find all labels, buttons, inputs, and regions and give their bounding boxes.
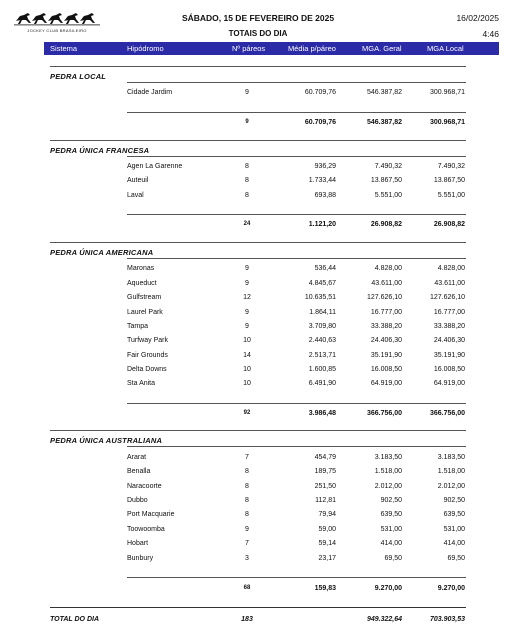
mga-geral-value: 43.611,00: [371, 280, 402, 287]
section-subrule: [127, 258, 466, 259]
npareos-value: 8: [245, 177, 249, 184]
mga-local-value: 3.183,50: [437, 454, 465, 461]
media-value: 1.600,85: [308, 366, 336, 373]
npareos-value: 8: [245, 483, 249, 490]
media-value: 536,44: [314, 265, 336, 272]
subtotal-mga-geral: 546.387,82: [366, 119, 402, 126]
mga-geral-value: 5.551,00: [374, 192, 402, 199]
mga-geral-value: 414,00: [380, 540, 402, 547]
report-date: 16/02/2025: [456, 13, 499, 23]
mga-local-value: 127.626,10: [429, 294, 465, 301]
mga-local-value: 13.867,50: [433, 177, 465, 184]
npareos-value: 9: [245, 526, 249, 533]
mga-local-value: 639,50: [443, 511, 465, 518]
subtotal-mga-local: 9.270,00: [437, 585, 465, 592]
mga-local-value: 64.919,00: [433, 380, 465, 387]
mga-local-value: 43.611,00: [434, 280, 465, 287]
subtotal-media: 3.986,48: [308, 410, 336, 417]
mga-local-value: 33.388,20: [433, 323, 465, 330]
mga-local-value: 4.828,00: [437, 265, 465, 272]
hipodromo-name: Cidade Jardim: [127, 89, 173, 96]
npareos-value: 10: [243, 366, 251, 373]
hipodromo-name: Turfway Park: [127, 337, 168, 344]
grand-total-npareos: 183: [241, 616, 253, 623]
npareos-value: 9: [245, 280, 249, 287]
subtotal-media: 159,83: [314, 585, 336, 592]
media-value: 59,00: [318, 526, 336, 533]
subtotal-mga-local: 366.756,00: [429, 410, 465, 417]
mga-geral-value: 4.828,00: [374, 265, 402, 272]
section-subrule: [127, 156, 466, 157]
subtotal-mga-geral: 26.908,82: [370, 221, 402, 228]
npareos-value: 8: [245, 163, 249, 170]
mga-local-value: 1.518,00: [437, 468, 465, 475]
section-title: PEDRA LOCAL: [50, 72, 107, 81]
mga-geral-value: 16.008,50: [370, 366, 402, 373]
media-value: 59,14: [318, 540, 336, 547]
mga-geral-value: 127.626,10: [366, 294, 402, 301]
subtotal-rule: [127, 112, 466, 113]
npareos-value: 8: [245, 468, 249, 475]
mga-local-value: 69,50: [447, 555, 465, 562]
media-value: 1.864,11: [309, 309, 336, 316]
mga-local-value: 902,50: [443, 497, 465, 504]
subtotal-mga-local: 26.908,82: [433, 221, 465, 228]
media-value: 3.709,80: [308, 323, 336, 330]
npareos-value: 3: [245, 555, 249, 562]
mga-geral-value: 64.919,00: [370, 380, 402, 387]
media-value: 6.491,90: [308, 380, 336, 387]
subtotal-npareos: 92: [243, 410, 251, 416]
media-value: 2.513,71: [308, 352, 336, 359]
section-rule: [50, 430, 466, 431]
subtotal-npareos: 68: [243, 585, 251, 591]
npareos-value: 14: [243, 352, 251, 359]
media-value: 23,17: [318, 555, 336, 562]
hipodromo-name: Fair Grounds: [127, 352, 168, 359]
hipodromo-name: Auteuil: [127, 177, 149, 184]
col-mga-local: MGA Local: [427, 44, 464, 53]
subtotal-rule: [127, 214, 466, 215]
npareos-value: 9: [245, 265, 249, 272]
media-value: 454,79: [314, 454, 336, 461]
section-title: PEDRA ÚNICA AUSTRALIANA: [50, 436, 163, 445]
hipodromo-name: Tampa: [127, 323, 149, 330]
media-value: 112,81: [315, 497, 336, 504]
mga-geral-value: 7.490,32: [374, 163, 402, 170]
mga-geral-value: 13.867,50: [370, 177, 402, 184]
mga-geral-value: 2.012,00: [374, 483, 402, 490]
hipodromo-name: Laurel Park: [127, 309, 163, 316]
mga-local-value: 16.777,00: [433, 309, 465, 316]
section-rule: [50, 66, 466, 67]
npareos-value: 10: [243, 380, 251, 387]
hipodromo-name: Bunbury: [127, 555, 154, 562]
mga-local-value: 7.490,32: [437, 163, 465, 170]
subtotal-npareos: 9: [245, 119, 249, 125]
col-media: Média p/páreo: [288, 44, 336, 53]
npareos-value: 9: [245, 89, 249, 96]
col-hipodromo: Hipódromo: [127, 44, 164, 53]
npareos-value: 7: [245, 540, 249, 547]
section-rule: [50, 140, 466, 141]
col-npareos: Nº páreos: [232, 44, 266, 53]
grand-total-mga-geral: 949.322,64: [366, 616, 402, 623]
mga-local-value: 531,00: [443, 526, 465, 533]
section-subrule: [127, 82, 466, 83]
npareos-value: 7: [245, 454, 249, 461]
col-mga-geral: MGA. Geral: [362, 44, 402, 53]
mga-geral-value: 35.191,90: [370, 352, 402, 359]
npareos-value: 9: [245, 309, 249, 316]
npareos-value: 8: [245, 511, 249, 518]
npareos-value: 9: [245, 323, 249, 330]
section-title: PEDRA ÚNICA FRANCESA: [50, 146, 150, 155]
section-rule: [50, 242, 466, 243]
hipodromo-name: Maronas: [127, 265, 155, 272]
section-subrule: [127, 446, 466, 447]
mga-geral-value: 1.518,00: [374, 468, 402, 475]
subtotal-rule: [127, 577, 466, 578]
subtotal-mga-local: 300.968,71: [429, 119, 465, 126]
hipodromo-name: Delta Downs: [127, 366, 167, 373]
mga-local-value: 24.406,30: [433, 337, 465, 344]
grand-total-mga-local: 703.903,53: [429, 616, 465, 623]
grand-total-rule: [50, 607, 466, 608]
media-value: 189,75: [314, 468, 336, 475]
media-value: 4.845,67: [308, 280, 336, 287]
mga-local-value: 300.968,71: [429, 89, 465, 96]
mga-local-value: 35.191,90: [433, 352, 465, 359]
mga-geral-value: 16.777,00: [370, 309, 402, 316]
report-subtitle: TOTAIS DO DIA: [228, 29, 288, 38]
media-value: 79,94: [318, 511, 336, 518]
subtotal-npareos: 24: [243, 221, 251, 227]
hipodromo-name: Laval: [127, 192, 144, 199]
report-time: 4:46: [482, 29, 499, 39]
hipodromo-name: Naracoorte: [127, 483, 162, 490]
npareos-value: 8: [245, 497, 249, 504]
hipodromo-name: Gulfstream: [127, 294, 162, 301]
mga-local-value: 2.012,00: [437, 483, 465, 490]
grand-total-label: TOTAL DO DIA: [50, 616, 99, 623]
mga-local-value: 5.551,00: [437, 192, 465, 199]
section-title: PEDRA ÚNICA AMERICANA: [50, 248, 154, 257]
media-value: 693,88: [314, 192, 336, 199]
logo-caption: JOCKEY CLUB BRASILEIRO: [27, 28, 87, 33]
hipodromo-name: Agen La Garenne: [127, 163, 183, 170]
npareos-value: 12: [243, 294, 251, 301]
mga-geral-value: 33.388,20: [370, 323, 402, 330]
mga-geral-value: 3.183,50: [374, 454, 402, 461]
mga-geral-value: 639,50: [380, 511, 402, 518]
media-value: 1.733,44: [308, 177, 336, 184]
col-sistema: Sistema: [50, 44, 78, 53]
subtotal-mga-geral: 9.270,00: [374, 585, 402, 592]
subtotal-rule: [127, 403, 466, 404]
media-value: 936,29: [314, 163, 336, 170]
npareos-value: 8: [245, 192, 249, 199]
hipodromo-name: Benalla: [127, 468, 151, 475]
hipodromo-name: Ararat: [127, 454, 147, 461]
media-value: 251,50: [314, 483, 336, 490]
hipodromo-name: Hobart: [127, 540, 149, 547]
hipodromo-name: Port Macquarie: [127, 511, 175, 518]
mga-geral-value: 546.387,82: [366, 89, 402, 96]
subtotal-media: 60.709,76: [304, 119, 336, 126]
mga-local-value: 414,00: [443, 540, 465, 547]
hipodromo-name: Toowoomba: [127, 526, 165, 533]
hipodromo-name: Dubbo: [127, 497, 148, 504]
mga-local-value: 16.008,50: [433, 366, 465, 373]
subtotal-media: 1.121,20: [308, 221, 336, 228]
mga-geral-value: 531,00: [380, 526, 402, 533]
media-value: 10.635,51: [304, 294, 336, 301]
media-value: 60.709,76: [304, 89, 336, 96]
hipodromo-name: Sta Anita: [127, 380, 156, 387]
npareos-value: 10: [243, 337, 251, 344]
mga-geral-value: 24.406,30: [370, 337, 402, 344]
report-title: SÁBADO, 15 DE FEVEREIRO DE 2025: [181, 13, 335, 23]
media-value: 2.440,63: [308, 337, 336, 344]
mga-geral-value: 69,50: [384, 555, 402, 562]
mga-geral-value: 902,50: [380, 497, 402, 504]
hipodromo-name: Aqueduct: [127, 280, 157, 287]
subtotal-mga-geral: 366.756,00: [366, 410, 402, 417]
